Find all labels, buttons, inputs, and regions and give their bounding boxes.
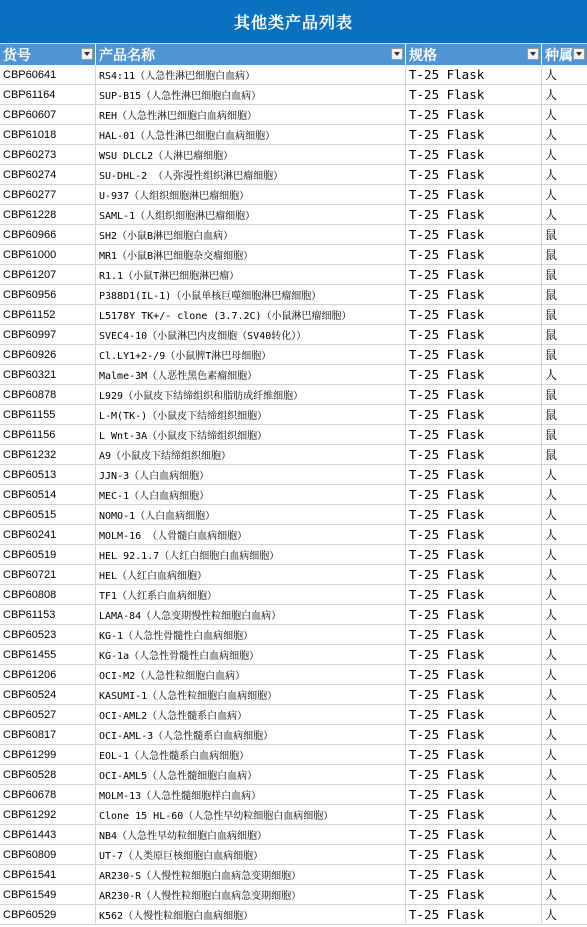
table-row[interactable] — [0, 445, 587, 465]
cell-species[interactable]: 鼠 — [545, 228, 558, 242]
cell-spec[interactable]: T-25 Flask — [406, 165, 542, 184]
cell-spec[interactable]: T-25 Flask — [406, 305, 542, 324]
cell-id[interactable]: CBP60721 — [0, 565, 96, 584]
cell-spec[interactable]: T-25 Flask — [406, 105, 542, 124]
cell-species[interactable]: 鼠 — [545, 408, 558, 422]
cell-name[interactable]: HEL 92.1.7（人红白细胞白血病细胞） — [96, 545, 406, 564]
cell-spec[interactable]: T-25 Flask — [406, 665, 542, 684]
cell-id[interactable]: CBP61292 — [0, 805, 96, 824]
cell-spec[interactable]: T-25 Flask — [406, 865, 542, 884]
cell-name[interactable]: JJN-3（人白血病细胞） — [96, 465, 406, 484]
cell-spec[interactable]: T-25 Flask — [406, 525, 542, 544]
cell-species[interactable]: 鼠 — [545, 288, 558, 302]
header-species — [542, 44, 587, 65]
cell-name[interactable]: NB4（人急性早幼粒细胞白血病细胞） — [96, 825, 406, 844]
filter-dropdown-icon[interactable] — [573, 48, 585, 60]
table-row[interactable] — [0, 505, 587, 525]
cell-species[interactable]: 人 — [545, 848, 558, 862]
filter-dropdown-icon[interactable] — [391, 48, 403, 60]
cell-species[interactable]: 人 — [545, 468, 558, 482]
table-row[interactable] — [0, 245, 587, 265]
cell-name[interactable]: OCI-AML-3（人急性髓系白血病细胞） — [96, 725, 406, 744]
cell-name[interactable]: SVEC4-10（小鼠淋巴内皮细胞（SV40转化）） — [96, 325, 406, 344]
cell-name[interactable]: L Wnt-3A（小鼠皮下结缔组织细胞） — [96, 425, 406, 444]
cell-name[interactable]: Malme-3M（人恶性黑色素瘤细胞） — [96, 365, 406, 384]
cell-id[interactable]: CBP60523 — [0, 625, 96, 644]
cell-species[interactable]: 鼠 — [545, 448, 558, 462]
cell-species[interactable]: 人 — [545, 488, 558, 502]
header-species-label: 种属 — [545, 47, 573, 64]
cell-species[interactable]: 人 — [545, 768, 558, 782]
filter-dropdown-icon[interactable] — [527, 48, 539, 60]
cell-spec[interactable]: T-25 Flask — [406, 545, 542, 564]
cell-species[interactable]: 人 — [545, 748, 558, 762]
table-row[interactable] — [0, 725, 587, 745]
cell-spec[interactable]: T-25 Flask — [406, 505, 542, 524]
cell-species[interactable]: 人 — [545, 528, 558, 542]
cell-id[interactable]: CBP60607 — [0, 105, 96, 124]
table-row[interactable] — [0, 785, 587, 805]
cell-species[interactable]: 人 — [545, 88, 558, 102]
table-row[interactable] — [0, 885, 587, 905]
cell-name[interactable]: KG-1a（人急性骨髓性白血病细胞） — [96, 645, 406, 664]
cell-name[interactable]: MEC-1（人白血病细胞） — [96, 485, 406, 504]
cell-id[interactable]: CBP61156 — [0, 425, 96, 444]
cell-spec[interactable]: T-25 Flask — [406, 465, 542, 484]
cell-name[interactable]: U-937（人组织细胞淋巴瘤细胞） — [96, 185, 406, 204]
cell-spec[interactable]: T-25 Flask — [406, 225, 542, 244]
header-name-label: 产品名称 — [99, 47, 155, 64]
cell-spec[interactable]: T-25 Flask — [406, 785, 542, 804]
table-row[interactable] — [0, 905, 587, 925]
table-row[interactable] — [0, 405, 587, 425]
cell-name[interactable]: AR230-S（人慢性粒细胞白血病急变期细胞） — [96, 865, 406, 884]
cell-id[interactable]: CBP60817 — [0, 725, 96, 744]
cell-species[interactable]: 人 — [545, 808, 558, 822]
table-row[interactable] — [0, 705, 587, 725]
cell-species[interactable]: 鼠 — [545, 388, 558, 402]
cell-species[interactable]: 人 — [545, 668, 558, 682]
cell-species[interactable]: 人 — [545, 148, 558, 162]
header-spec-label: 规格 — [409, 47, 437, 64]
cell-name[interactable]: RS4:11（人急性淋巴细胞白血病） — [96, 65, 406, 84]
table-row[interactable] — [0, 605, 587, 625]
table-row[interactable] — [0, 265, 587, 285]
cell-spec[interactable]: T-25 Flask — [406, 845, 542, 864]
table-row[interactable] — [0, 225, 587, 245]
cell-name[interactable]: SUP-B15（人急性淋巴细胞白血病） — [96, 85, 406, 104]
header-id-label: 货号 — [3, 47, 31, 64]
cell-species[interactable]: 鼠 — [545, 308, 558, 322]
header-name — [96, 44, 406, 65]
cell-name[interactable]: Cl.LY1+2-/9（小鼠脾T淋巴母细胞） — [96, 345, 406, 364]
cell-species[interactable]: 人 — [545, 608, 558, 622]
cell-species[interactable]: 鼠 — [545, 348, 558, 362]
cell-species[interactable]: 人 — [545, 208, 558, 222]
cell-spec[interactable]: T-25 Flask — [406, 685, 542, 704]
table-row[interactable] — [0, 425, 587, 445]
cell-species[interactable]: 人 — [545, 888, 558, 902]
cell-name[interactable]: EOL-1（人急性髓系白血病细胞） — [96, 745, 406, 764]
cell-id[interactable]: CBP60519 — [0, 545, 96, 564]
cell-species[interactable]: 人 — [545, 168, 558, 182]
cell-name[interactable]: MOLM-16 （人骨髓白血病细胞） — [96, 525, 406, 544]
header-id — [0, 44, 96, 65]
cell-species[interactable]: 人 — [545, 788, 558, 802]
cell-spec[interactable]: T-25 Flask — [406, 885, 542, 904]
table-row[interactable] — [0, 285, 587, 305]
cell-id[interactable]: CBP61228 — [0, 205, 96, 224]
cell-id[interactable]: CBP60277 — [0, 185, 96, 204]
cell-name[interactable]: K562（人慢性粒细胞白血病细胞） — [96, 905, 406, 924]
header-row — [0, 44, 587, 65]
cell-spec[interactable]: T-25 Flask — [406, 325, 542, 344]
cell-spec[interactable]: T-25 Flask — [406, 365, 542, 384]
cell-name[interactable]: SAML-1（人组织细胞淋巴瘤细胞） — [96, 205, 406, 224]
table-row[interactable] — [0, 465, 587, 485]
table-row[interactable] — [0, 865, 587, 885]
cell-species[interactable]: 人 — [545, 648, 558, 662]
cell-species[interactable]: 人 — [545, 628, 558, 642]
cell-id[interactable]: CBP60966 — [0, 225, 96, 244]
cell-id[interactable]: CBP60528 — [0, 765, 96, 784]
cell-name[interactable]: HEL（人红白血病细胞） — [96, 565, 406, 584]
cell-name[interactable]: L-M(TK-)（小鼠皮下结缔组织细胞） — [96, 405, 406, 424]
cell-name[interactable]: NOMO-1（人白血病细胞） — [96, 505, 406, 524]
cell-species[interactable]: 人 — [545, 908, 558, 922]
cell-species[interactable]: 人 — [545, 688, 558, 702]
table-row[interactable] — [0, 205, 587, 225]
cell-name[interactable]: SU-DHL-2 （人弥漫性组织淋巴瘤细胞） — [96, 165, 406, 184]
cell-species[interactable]: 人 — [545, 188, 558, 202]
cell-species[interactable]: 人 — [545, 128, 558, 142]
sheet-title: 其他类产品列表 — [0, 0, 587, 44]
cell-name[interactable]: Clone 15 HL-60（人急性早幼粒细胞白血病细胞） — [96, 805, 406, 824]
cell-name[interactable]: SH2（小鼠B淋巴细胞白血病） — [96, 225, 406, 244]
cell-species[interactable]: 人 — [545, 708, 558, 722]
table-row[interactable] — [0, 645, 587, 665]
cell-id[interactable]: CBP60956 — [0, 285, 96, 304]
cell-id[interactable]: CBP60808 — [0, 585, 96, 604]
table-row[interactable] — [0, 685, 587, 705]
cell-name[interactable]: MOLM-13（人急性髓细胞样白血病） — [96, 785, 406, 804]
cell-name[interactable]: A9（小鼠皮下结缔组织细胞） — [96, 445, 406, 464]
cell-spec[interactable]: T-25 Flask — [406, 825, 542, 844]
cell-id[interactable]: CBP61164 — [0, 85, 96, 104]
cell-species[interactable]: 人 — [545, 508, 558, 522]
cell-name[interactable]: MR1（小鼠B淋巴细胞杂交瘤细胞） — [96, 245, 406, 264]
cell-spec[interactable]: T-25 Flask — [406, 585, 542, 604]
cell-id[interactable]: CBP61018 — [0, 125, 96, 144]
cell-id[interactable]: CBP60678 — [0, 785, 96, 804]
cell-species[interactable]: 人 — [545, 108, 558, 122]
table-row[interactable] — [0, 545, 587, 565]
table-row[interactable] — [0, 185, 587, 205]
cell-spec[interactable]: T-25 Flask — [406, 445, 542, 464]
table-row[interactable] — [0, 325, 587, 345]
cell-id[interactable]: CBP60997 — [0, 325, 96, 344]
cell-name[interactable]: R1.1（小鼠T淋巴细胞淋巴瘤） — [96, 265, 406, 284]
table-row[interactable] — [0, 305, 587, 325]
table-row[interactable] — [0, 845, 587, 865]
cell-name[interactable]: L5178Y TK+/- clone (3.7.2C)（小鼠淋巴瘤细胞） — [96, 305, 406, 324]
cell-spec[interactable]: T-25 Flask — [406, 485, 542, 504]
cell-id[interactable]: CBP61152 — [0, 305, 96, 324]
cell-id[interactable]: CBP61206 — [0, 665, 96, 684]
cell-spec[interactable]: T-25 Flask — [406, 765, 542, 784]
cell-spec[interactable]: T-25 Flask — [406, 745, 542, 764]
cell-name[interactable]: UT-7（人类原巨核细胞白血病细胞） — [96, 845, 406, 864]
cell-id[interactable]: CBP61153 — [0, 605, 96, 624]
cell-spec[interactable]: T-25 Flask — [406, 185, 542, 204]
cell-spec[interactable]: T-25 Flask — [406, 565, 542, 584]
cell-name[interactable]: LAMA-84（人急变期慢性粒细胞白血病） — [96, 605, 406, 624]
cell-id[interactable]: CBP60514 — [0, 485, 96, 504]
cell-spec[interactable]: T-25 Flask — [406, 605, 542, 624]
table-row[interactable] — [0, 65, 587, 85]
cell-name[interactable]: P388D1(IL-1)（小鼠单核巨噬细胞淋巴瘤细胞） — [96, 285, 406, 304]
cell-species[interactable]: 人 — [545, 828, 558, 842]
cell-species[interactable]: 人 — [545, 588, 558, 602]
cell-id[interactable]: CBP60527 — [0, 705, 96, 724]
cell-species[interactable]: 鼠 — [545, 428, 558, 442]
cell-id[interactable]: CBP61299 — [0, 745, 96, 764]
cell-spec[interactable]: T-25 Flask — [406, 385, 542, 404]
cell-id[interactable]: CBP60529 — [0, 905, 96, 924]
cell-spec[interactable]: T-25 Flask — [406, 145, 542, 164]
cell-id[interactable]: CBP61443 — [0, 825, 96, 844]
table-row[interactable] — [0, 85, 587, 105]
cell-name[interactable]: KASUMI-1（人急性粒细胞白血病细胞） — [96, 685, 406, 704]
table-row[interactable] — [0, 565, 587, 585]
cell-species[interactable]: 人 — [545, 868, 558, 882]
cell-spec[interactable]: T-25 Flask — [406, 805, 542, 824]
cell-spec[interactable]: T-25 Flask — [406, 705, 542, 724]
cell-id[interactable]: CBP61455 — [0, 645, 96, 664]
cell-id[interactable]: CBP60878 — [0, 385, 96, 404]
cell-species[interactable]: 人 — [545, 568, 558, 582]
cell-name[interactable]: AR230-R（人慢性粒细胞白血病急变期细胞） — [96, 885, 406, 904]
cell-spec[interactable]: T-25 Flask — [406, 65, 542, 84]
cell-spec[interactable]: T-25 Flask — [406, 425, 542, 444]
cell-species[interactable]: 鼠 — [545, 248, 558, 262]
cell-id[interactable]: CBP60513 — [0, 465, 96, 484]
cell-id[interactable]: CBP60515 — [0, 505, 96, 524]
table-row[interactable] — [0, 385, 587, 405]
cell-spec[interactable]: T-25 Flask — [406, 85, 542, 104]
cell-spec[interactable]: T-25 Flask — [406, 205, 542, 224]
table-row[interactable] — [0, 625, 587, 645]
table-row[interactable] — [0, 665, 587, 685]
cell-name[interactable]: HAL-01（人急性淋巴细胞白血病细胞） — [96, 125, 406, 144]
cell-spec[interactable]: T-25 Flask — [406, 345, 542, 364]
cell-id[interactable]: CBP60809 — [0, 845, 96, 864]
table-row[interactable] — [0, 345, 587, 365]
cell-id[interactable]: CBP61541 — [0, 865, 96, 884]
cell-species[interactable]: 人 — [545, 728, 558, 742]
cell-spec[interactable]: T-25 Flask — [406, 245, 542, 264]
table-row[interactable] — [0, 485, 587, 505]
cell-name[interactable]: OCI-M2（人急性粒细胞白血病） — [96, 665, 406, 684]
filter-dropdown-icon[interactable] — [81, 48, 93, 60]
cell-id[interactable]: CBP60274 — [0, 165, 96, 184]
table-row[interactable] — [0, 825, 587, 845]
cell-species[interactable]: 人 — [545, 368, 558, 382]
cell-id[interactable]: CBP61549 — [0, 885, 96, 904]
table-row[interactable] — [0, 585, 587, 605]
cell-id[interactable]: CBP60524 — [0, 685, 96, 704]
table-row[interactable] — [0, 805, 587, 825]
table-row[interactable] — [0, 525, 587, 545]
table-row[interactable] — [0, 745, 587, 765]
cell-spec[interactable]: T-25 Flask — [406, 905, 542, 924]
cell-species[interactable]: 鼠 — [545, 328, 558, 342]
cell-name[interactable]: TF1（人红系白血病细胞） — [96, 585, 406, 604]
cell-species[interactable]: 人 — [545, 548, 558, 562]
cell-id[interactable]: CBP61207 — [0, 265, 96, 284]
table-row[interactable] — [0, 105, 587, 125]
cell-id[interactable]: CBP60321 — [0, 365, 96, 384]
cell-id[interactable]: CBP60641 — [0, 65, 96, 84]
table-row[interactable] — [0, 165, 587, 185]
cell-species[interactable]: 鼠 — [545, 268, 558, 282]
cell-spec[interactable]: T-25 Flask — [406, 645, 542, 664]
table-row[interactable] — [0, 765, 587, 785]
cell-name[interactable]: KG-1（人急性骨髓性白血病细胞） — [96, 625, 406, 644]
cell-id[interactable]: CBP61155 — [0, 405, 96, 424]
cell-species[interactable]: 人 — [545, 68, 558, 82]
cell-spec[interactable]: T-25 Flask — [406, 725, 542, 744]
cell-name[interactable]: OCI-AML2（人急性髓系白血病） — [96, 705, 406, 724]
cell-spec[interactable]: T-25 Flask — [406, 285, 542, 304]
cell-spec[interactable]: T-25 Flask — [406, 265, 542, 284]
cell-id[interactable]: CBP61232 — [0, 445, 96, 464]
cell-id[interactable]: CBP60241 — [0, 525, 96, 544]
cell-spec[interactable]: T-25 Flask — [406, 405, 542, 424]
cell-id[interactable]: CBP60926 — [0, 345, 96, 364]
cell-name[interactable]: L929（小鼠皮下结缔组织和脂肪成纤维细胞） — [96, 385, 406, 404]
cell-id[interactable]: CBP61000 — [0, 245, 96, 264]
table-row[interactable] — [0, 145, 587, 165]
cell-name[interactable]: OCI-AML5（人急性髓细胞白血病） — [96, 765, 406, 784]
table-row[interactable] — [0, 365, 587, 385]
table-row[interactable] — [0, 125, 587, 145]
cell-name[interactable]: WSU DLCL2（人淋巴瘤细胞） — [96, 145, 406, 164]
cell-spec[interactable]: T-25 Flask — [406, 125, 542, 144]
cell-spec[interactable]: T-25 Flask — [406, 625, 542, 644]
cell-name[interactable]: REH（人急性淋巴细胞白血病细胞） — [96, 105, 406, 124]
header-spec — [406, 44, 542, 65]
cell-id[interactable]: CBP60273 — [0, 145, 96, 164]
